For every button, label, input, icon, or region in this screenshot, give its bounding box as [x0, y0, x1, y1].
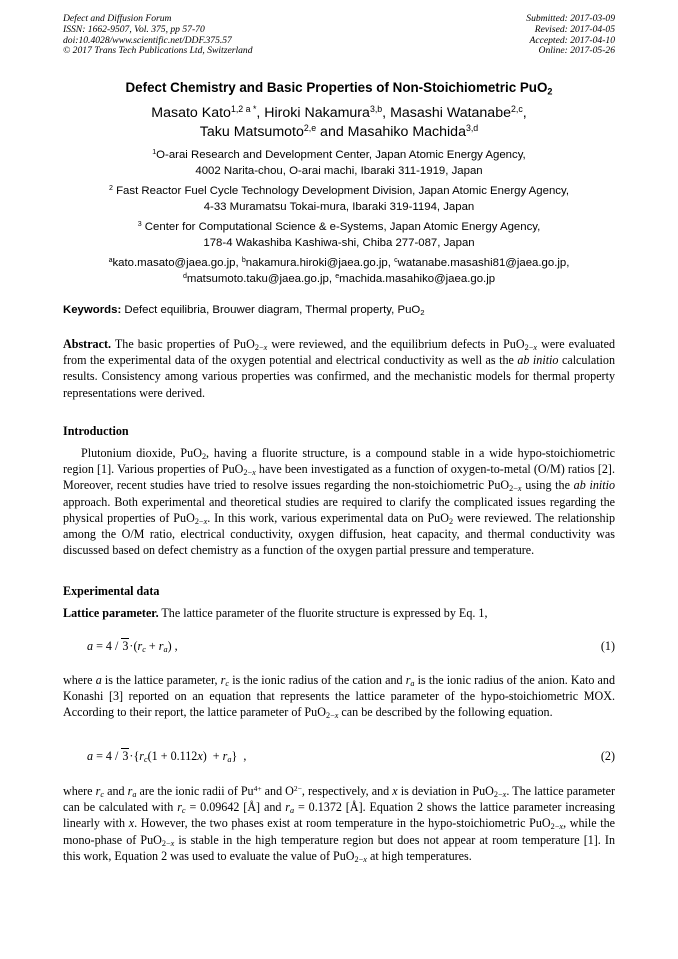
email-link[interactable]: watanabe.masashi81@jaea.go.jp, [397, 257, 570, 269]
equation-number-2: (2) [600, 749, 615, 763]
author-name: Masahiko Machida [347, 123, 466, 140]
section-heading-experimental: Experimental data [63, 584, 160, 598]
online-date: Online: 2017-05-26 [538, 45, 615, 57]
affiliation-1: $^1$O-arai Research and Development Center, Japan Atomic Energy Agency, 4002 Narita-chou, O-arai machi, Ibaraki 311-1919, Japan [152, 149, 526, 177]
author-name: Masato Kato [151, 105, 231, 121]
equation-2: $a = 4 / 3\cdot\{r_c(1 + 0.112x) + r_a\}$ , [87, 749, 247, 765]
affiliation-3: $^3$ Center for Computational Science & e-Systems, Japan Atomic Energy Agency, 178-4 Wakashiba Kashiwa-shi, Chiba 277-087, Japan [137, 221, 541, 249]
journal-info [63, 14, 253, 57]
revised-date: Revised: 2017-04-05 [534, 23, 615, 35]
dates-info [526, 14, 615, 57]
section-heading-introduction: Introduction [63, 424, 129, 438]
author-name: Taku Matsumoto [199, 123, 304, 140]
lattice-paragraph-2: where $r_c$ and $r_a$ are the ionic radii of $Pu^{4+}$ and $O^{2-}$, respectively, and x is deviation in PuO$_{2-x}$. The lattice parameter can be calculated with $r_c = 0.09642$ [Å] and $r_a = 0.1372$ [Å]. Equation 2 shows the lattice parameter increasing linearly with x. However, the two phases exist at room temperature in the hypo-stoichiometric PuO$_{2-x}$, while the mono-phase of PuO$_{2-x}$ is stable in the high temperature region but does not appear at room temperature [1]. In this work, Equation 2 was used to evaluate the value of PuO$_{2-x}$ at high temperatures. [63, 783, 616, 864]
email-list: $^a$kato.masato@jaea.go.jp, $^b$nakamura.hiroki@jaea.go.jp, $^c$watanabe.masashi81@jaea.go.jp, $^d$matsumoto.taku@jaea.go.jp, $^e$machida.masahiko@jaea.go.jp [108, 257, 570, 285]
affiliation-2: $^2$ Fast Reactor Fuel Cycle Technology Development Division, Japan Atomic Energy Agency, 4-33 Muramatsu Tokai-mura, Ibaraki 319-1194, Japan [109, 185, 569, 213]
author-name: Masashi Watanabe [390, 105, 511, 121]
lattice-paragraph-1: where a is the lattice parameter, $r_c$ is the ionic radius of the cation and $r_a$ is the ionic radius of the anion. Kato and Konashi [3] reported on an equation that represents the lattice parameter of the hypo-stoichiometric MOX. According to their report, the lattice parameter of PuO$_{2-x}$ can be described by the following equation. [63, 673, 615, 721]
journal-name: Defect and Diffusion Forum [63, 13, 172, 24]
author-list: Masato Kato$^{1,2 a *}$, Hiroki Nakamura$^{3,b}$, Masashi Watanabe$^{2,c}$, Taku Matsumoto$^{2,e}$ and Masahiko Machida$^{3,d}$ [151, 104, 527, 140]
issn: ISSN: 1662-9507, Vol. 375, pp 57-70 [63, 23, 205, 35]
abstract: Abstract. The basic properties of PuO$_{2-x}$ were reviewed, and the equilibrium defects in PuO$_{2-x}$ were evaluated from the experimental data of the oxygen potential and electrical conductivity as well as the ab initio calculation results. Consistency among various properties was confirmed, and the mechanistic models for thermal property representations were derived. [63, 337, 616, 400]
email-link[interactable]: kato.masato@jaea.go.jp, [112, 257, 239, 269]
email-link[interactable]: matsumoto.taku@jaea.go.jp, [186, 272, 333, 285]
paper-title: Defect Chemistry and Basic Properties of Non-Stoichiometric PuO$_2$ [125, 80, 553, 97]
intro-paragraph: Plutonium dioxide, PuO$_2$, having a fluorite structure, is a compound stable in a wide hypo-stoichiometric region [1]. Various properties of PuO$_{2-x}$ have been investigated as a function of oxygen-to-metal (O/M) ratios [2]. Moreover, recent studies have tried to resolve issues regarding the non-stoichiometric PuO$_{2-x}$ using the ab initio approach. Both experimental and theoretical studies are required to clarify the complicated issues regarding the physical properties of PuO$_{2-x}$. In this work, various experimental data on PuO$_2$ were reviewed. The relationship among the O/M ratio, electrical conductivity, oxygen diffusion, heat capacity, and thermal conductivity was discussed based on defect chemistry as a function of the oxygen partial pressure and temperature. [63, 446, 616, 558]
doi: doi:10.4028/www.scientific.net/DDF.375.57 [63, 34, 232, 46]
equation-number-1: (1) [600, 639, 615, 653]
author-name: Hiroki Nakamura [264, 105, 370, 121]
submitted-date: Submitted: 2017-03-09 [526, 13, 615, 24]
lattice-intro: Lattice parameter. The lattice parameter of the fluorite structure is expressed by Eq. 1, [63, 606, 488, 620]
keywords: Keywords: Defect equilibria, Brouwer diagram, Thermal property, PuO$_2$ [63, 304, 425, 317]
accepted-date: Accepted: 2017-04-10 [529, 34, 615, 46]
email-link[interactable]: nakamura.hiroki@jaea.go.jp, [245, 257, 391, 269]
equation-1: $a = 4 / 3\cdot(r_c + r_a)$ , [87, 639, 178, 655]
email-link[interactable]: machida.masahiko@jaea.go.jp [339, 272, 496, 285]
copyright: © 2017 Trans Tech Publications Ltd, Switzerland [63, 45, 253, 57]
